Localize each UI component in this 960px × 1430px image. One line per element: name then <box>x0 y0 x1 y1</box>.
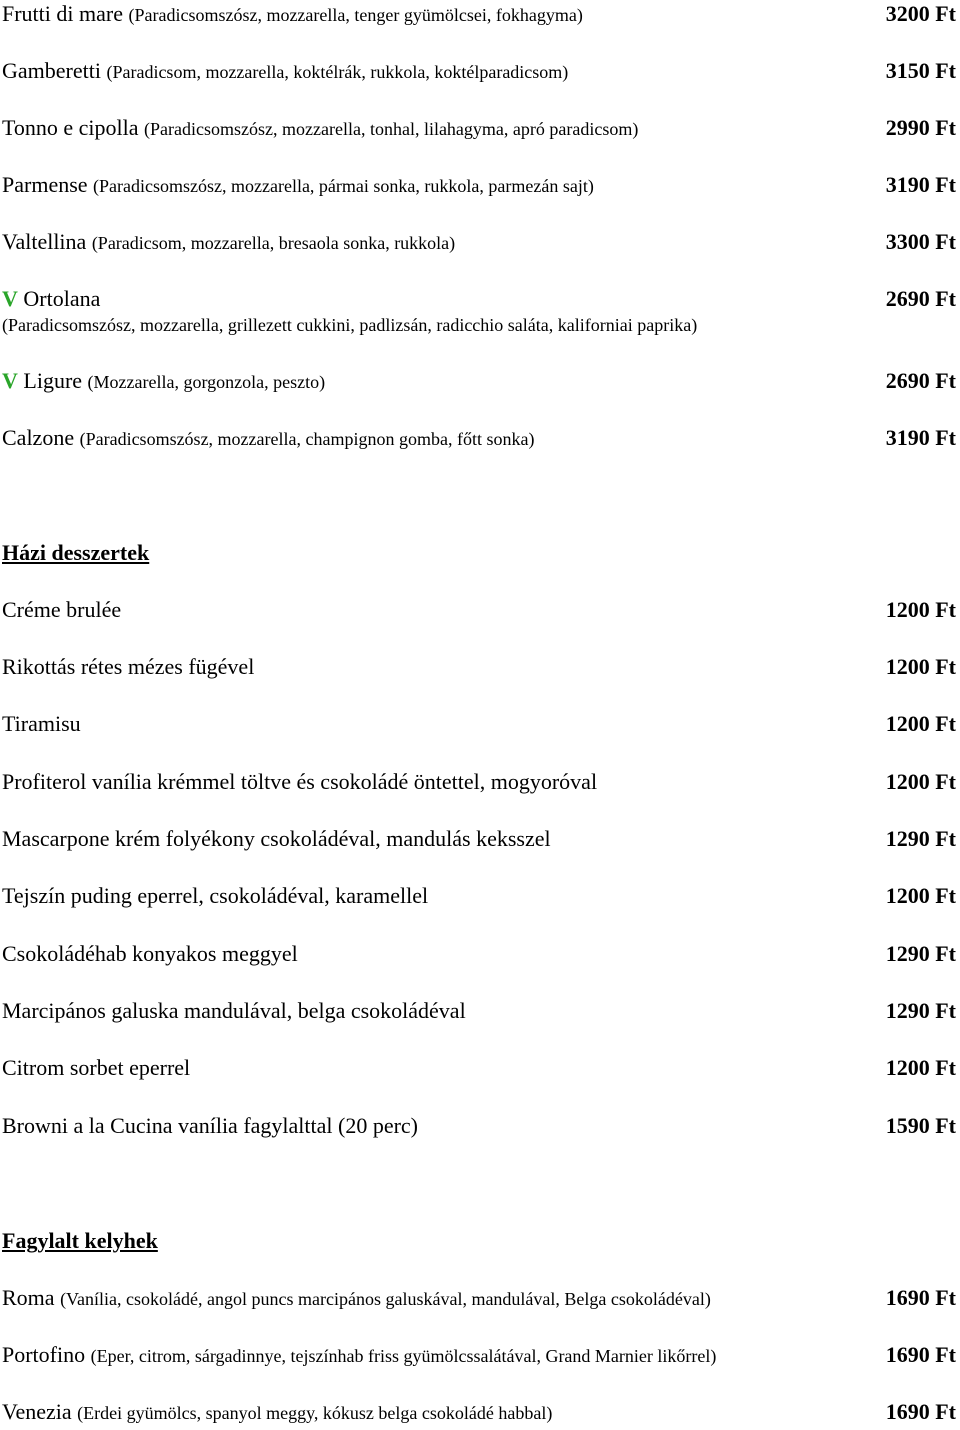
item-price: 1200 Ft <box>885 1055 956 1080</box>
dessert-item <box>0 940 960 972</box>
item-name: Parmense <box>2 172 88 197</box>
item-name: Tiramisu <box>2 711 81 736</box>
item-price: 1290 Ft <box>885 826 956 851</box>
item-description: (Paradicsomszósz, mozzarella, grillezett cukkini, padlizsán, radicchio saláta, kaliforniai paprika) <box>2 315 698 335</box>
item-title <box>2 367 325 396</box>
menu-item-gamberetti <box>0 57 960 89</box>
item-name: Venezia <box>2 1399 72 1424</box>
item-title <box>2 171 594 200</box>
item-description: (Erdei gyümölcs, spanyol meggy, kókusz belga csokoládé habbal) <box>77 1403 553 1423</box>
menu-item-valtellina <box>0 228 960 260</box>
item-description: (Paradicsomszósz, mozzarella, tenger gyümölcsei, fokhagyma) <box>128 5 583 25</box>
item-description: (Vanília, csokoládé, angol puncs marcipános galuskával, mandulával, Belga csokoládéval) <box>60 1289 711 1309</box>
dessert-item <box>0 1054 960 1086</box>
item-title <box>2 57 568 86</box>
menu-item-tonno-e-cipolla <box>0 114 960 146</box>
item-name: Calzone <box>2 425 75 450</box>
item-name: Roma <box>2 1285 55 1310</box>
item-price: 2690 Ft <box>885 286 956 311</box>
dessert-item <box>0 710 960 742</box>
item-name: Tonno e cipolla <box>2 115 139 140</box>
item-price: 1200 Ft <box>885 654 956 679</box>
vegetarian-badge: V <box>2 286 18 311</box>
dessert-item <box>0 1112 960 1144</box>
item-description: (Paradicsomszósz, mozzarella, champignon gomba, főtt sonka) <box>79 429 535 449</box>
item-title <box>2 1398 552 1427</box>
item-name: Valtellina <box>2 229 87 254</box>
menu-item-ligure <box>0 367 960 399</box>
icecream-item-roma <box>0 1284 960 1316</box>
item-description: (Mozzarella, gorgonzola, peszto) <box>87 372 326 392</box>
item-title <box>2 0 583 29</box>
dessert-item <box>0 653 960 685</box>
vegetarian-badge: V <box>2 368 18 393</box>
icecream-item-portofino <box>0 1341 960 1373</box>
item-description: (Paradicsom, mozzarella, koktélrák, rukkola, koktélparadicsom) <box>106 62 569 82</box>
item-title <box>2 228 455 257</box>
item-price: 3190 Ft <box>885 425 956 450</box>
item-name: Mascarpone krém folyékony csokoládéval, mandulás keksszel <box>2 826 551 851</box>
item-description: (Eper, citrom, sárgadinnye, tejszínhab friss gyümölcssalátával, Grand Marnier likőrrel) <box>90 1346 717 1366</box>
item-name: Frutti di mare <box>2 1 123 26</box>
item-price: 1200 Ft <box>885 883 956 908</box>
menu-item-calzone <box>0 424 960 456</box>
dessert-item <box>0 997 960 1029</box>
item-price: 1590 Ft <box>885 1113 956 1138</box>
item-name: Gamberetti <box>2 58 101 83</box>
dessert-item <box>0 768 960 800</box>
item-name: Browni a la Cucina vanília fagylalttal (20 perc) <box>2 1113 419 1138</box>
item-price: 1290 Ft <box>885 998 956 1023</box>
item-price: 2990 Ft <box>885 115 956 140</box>
item-price: 1690 Ft <box>885 1342 956 1367</box>
item-price: 3200 Ft <box>885 1 956 26</box>
icecream-item-venezia <box>0 1398 960 1430</box>
item-price: 3190 Ft <box>885 172 956 197</box>
item-price: 1290 Ft <box>885 941 956 966</box>
dessert-item <box>0 825 960 857</box>
item-price: 3150 Ft <box>885 58 956 83</box>
menu-item-frutti-di-mare <box>0 0 960 32</box>
item-price: 3300 Ft <box>885 229 956 254</box>
item-price: 1200 Ft <box>885 769 956 794</box>
item-title <box>2 285 100 313</box>
item-title <box>2 1341 716 1370</box>
item-price: 1200 Ft <box>885 711 956 736</box>
item-name: Citrom sorbet eperrel <box>2 1055 191 1080</box>
item-price: 1690 Ft <box>885 1285 956 1310</box>
item-name: Csokoládéhab konyakos meggyel <box>2 941 298 966</box>
item-name: Profiterol vanília krémmel töltve és csokoládé öntettel, mogyoróval <box>2 769 598 794</box>
menu-item-parmense <box>0 171 960 203</box>
item-title <box>2 1284 711 1313</box>
item-name: Créme brulée <box>2 597 122 622</box>
section-heading-icecream: Fagylalt kelyhek <box>2 1228 158 1253</box>
dessert-item <box>0 596 960 628</box>
item-title <box>2 424 534 453</box>
item-price: 1690 Ft <box>885 1399 956 1424</box>
item-name: Marcipános galuska mandulával, belga csokoládéval <box>2 998 466 1023</box>
item-name: Ortolana <box>23 286 101 311</box>
dessert-item <box>0 882 960 914</box>
item-description: (Paradicsom, mozzarella, bresaola sonka, rukkola) <box>91 233 456 253</box>
item-name: Tejszín puding eperrel, csokoládéval, karamellel <box>2 883 429 908</box>
item-name: Ligure <box>23 368 83 393</box>
item-name: Portofino <box>2 1342 86 1367</box>
item-name: Rikottás rétes mézes fügével <box>2 654 255 679</box>
item-price: 1200 Ft <box>885 597 956 622</box>
item-title <box>2 114 638 143</box>
menu-item-ortolana <box>0 285 960 341</box>
item-description: (Paradicsomszósz, mozzarella, pármai sonka, rukkola, parmezán sajt) <box>93 176 594 196</box>
item-price: 2690 Ft <box>885 368 956 393</box>
section-heading-desserts: Házi desszertek <box>2 540 150 565</box>
item-description: (Paradicsomszósz, mozzarella, tonhal, lilahagyma, apró paradicsom) <box>144 119 639 139</box>
